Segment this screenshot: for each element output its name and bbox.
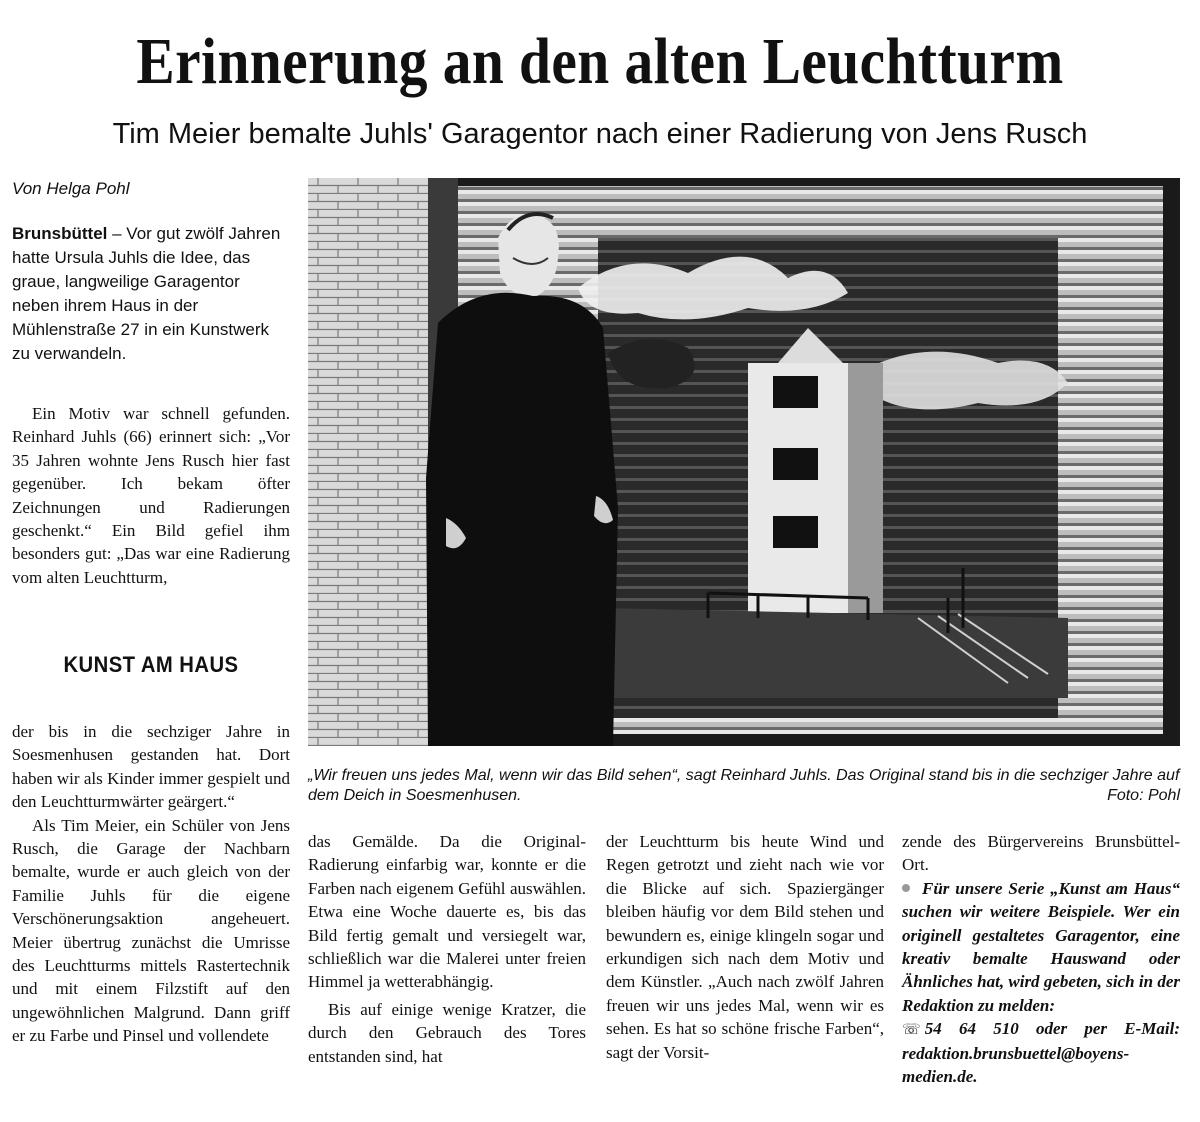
telephone-icon: ☏	[902, 1020, 921, 1039]
photo-illustration	[308, 178, 1180, 746]
bullet-icon	[902, 884, 910, 892]
intro-text: – Vor gut zwölf Jahren hatte Ursula Juhls die Idee, das graue, langweilige Garagentor neben ihrem Haus in der Mühlenstraße 27 in ein Kunstwerk zu verwandeln.	[12, 224, 281, 363]
caption-text: „Wir freuen uns jedes Mal, wenn wir das Bild sehen“, sagt Reinhard Juhls. Das Original stand bis in die sechziger Jahre auf dem Deich in Soesmenhusen.	[308, 767, 1180, 804]
paragraph: der bis in die sechziger Jahre in Soesmenhusen gestanden hat. Dort haben wir als Kinder immer gespielt und den Leuchtturmwärter geärgert.“	[12, 722, 290, 812]
paragraph: das Gemälde. Da die Original-Radierung einfarbig war, konnte er die Farben nach eigenem Gefühl auswählen. Etwa eine Woche dauerte es, bis das Bild fertig gemalt und versiegelt war, schließlich war die Malerei unter freien Himmel ja wetterabhängig.	[308, 832, 586, 992]
paragraph: Bis auf einige wenige Kratzer, die durch den Gebrauch des Tores entstanden sind, hat	[308, 999, 586, 1066]
column-1-top	[12, 402, 290, 589]
byline: Von Helga Pohl	[12, 179, 130, 198]
paragraph: der Leuchtturm bis heute Wind und Regen getrotzt und zieht nach wie vor die Blicke auf sich. Spaziergänger bleiben häufig vor dem Bild stehen und bewundern es, einige klingeln sogar und erkundigen sich nach dem Motiv und dem Künstler. „Auch nach zwölf Jahren freuen wir uns jedes Mal, wenn wir es sehen. Es hat so schöne frische Farben“, sagt der Vorsit-	[606, 832, 884, 1062]
paragraph: zende des Bürgervereins Brunsbüttel-Ort.	[902, 832, 1180, 875]
column-1-bottom	[12, 720, 290, 1048]
series-note	[902, 877, 1180, 1017]
photo-caption	[308, 766, 1180, 806]
column-2	[308, 830, 586, 1068]
contact-text: 54 64 510 oder per E-Mail: redaktion.brunsbuettel@boyens-medien.de.	[902, 1019, 1180, 1087]
paragraph: Als Tim Meier, ein Schüler von Jens Rusch, die Garage der Nachbarn bemalte, wurde er auch gleich von der Familie Juhls für die eigene Verschönerungsaktion angeheuert. Meier übertrug zunächst die Umrisse des Leuchtturms mittels Rastertechnik und mit einem Filzstift auf den ungewöhnlichen Malgrund. Dann griff er zu Farbe und Pinsel und vollendete	[12, 815, 290, 1046]
dateline: Brunsbüttel	[12, 224, 108, 243]
subheadline: Tim Meier bemalte Juhls' Garagentor nach einer Radierung von Jens Rusch	[112, 118, 1088, 150]
paragraph: Ein Motiv war schnell gefunden. Reinhard Juhls (66) erinnert sich: „Vor 35 Jahren wohnte Jens Rusch hier fast gegenüber. Ich bekam öfter Zeichnungen und Radierungen geschenkt.“ Ein Bild gefiel ihm besonders gut: „Das war eine Radierung vom alten Leuchtturm,	[12, 404, 290, 587]
contact-info	[902, 1017, 1180, 1088]
photo-garage-door-lighthouse	[308, 178, 1180, 746]
series-kicker: KUNST AM HAUS	[63, 652, 239, 677]
series-note-text: Für unsere Serie „Kunst am Haus“ suchen wir weitere Beispiele. Wer ein originell gestaltetes Garagentor, eine kreativ bemalte Hauswand oder Ähnliches hat, wird gebeten, sich in der Redaktion zu melden:	[902, 878, 1180, 1015]
headline: Erinnerung an den alten Leuchtturm	[136, 25, 1064, 98]
intro-paragraph	[12, 222, 290, 366]
column-3	[606, 830, 884, 1064]
photo-credit: Foto: Pohl	[1107, 787, 1180, 804]
column-4	[902, 830, 1180, 1088]
